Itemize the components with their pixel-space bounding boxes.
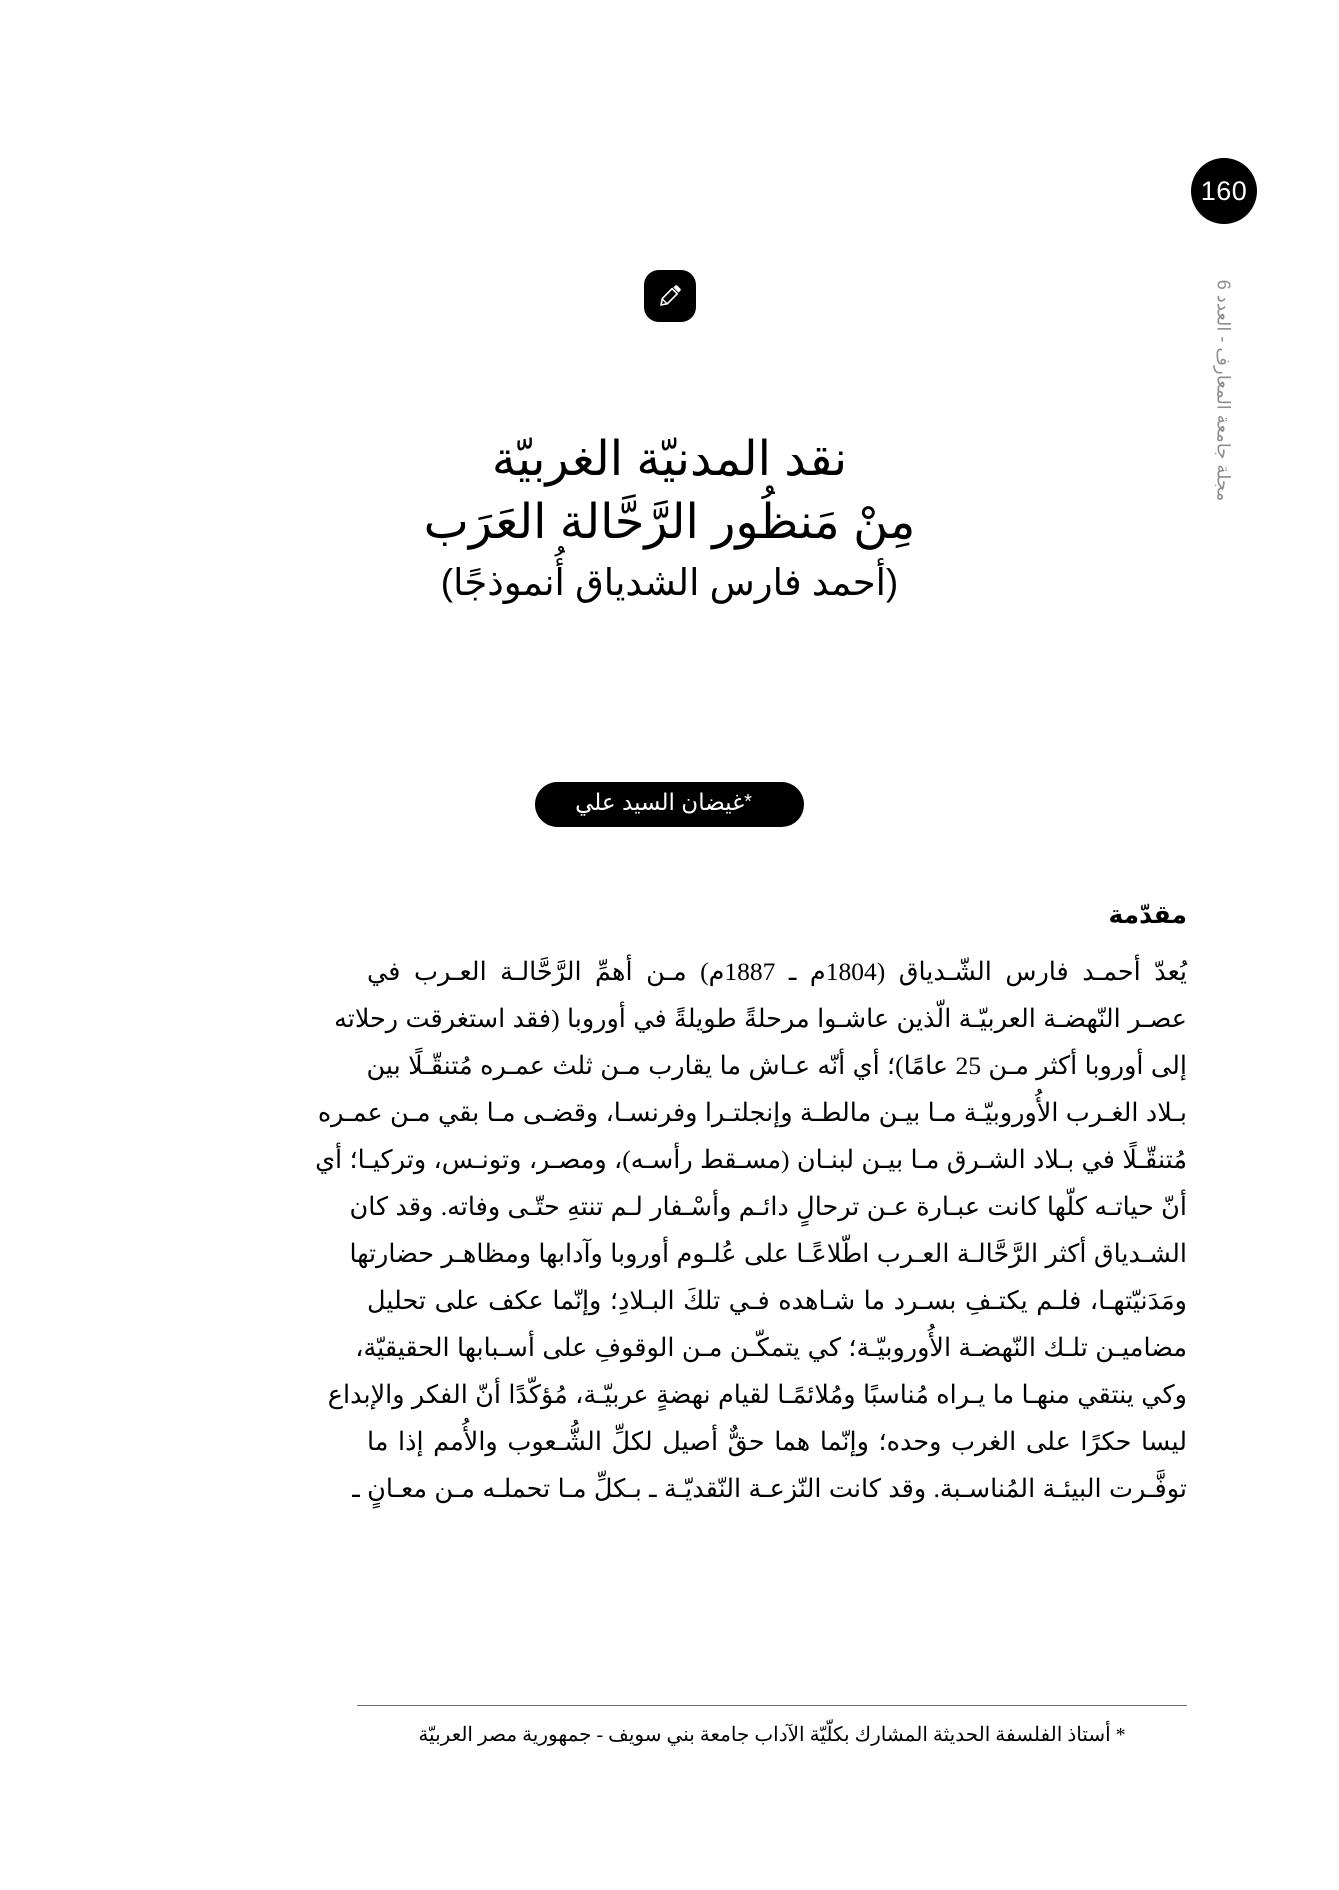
- intro-paragraph: [315, 948, 1188, 1512]
- paragraph-line: إلى أوروبا أكثر مـن 25 عامًا)؛ أي أنّه عـاش ما يقارب مـن ثلث عمـره مُتنقّـلًا بين: [366, 1051, 1187, 1080]
- title-subtitle: (أحمد فارس الشدياق أُنموذجًا): [440, 561, 899, 603]
- paragraph-line: توفَّـرت البيئـة المُناسـبة. وقد كانت النّزعـة النّقديّـة ـ بـكلِّ مـا تحملـه مـن معـانٍ ـ: [352, 1474, 1187, 1503]
- ornament-chip-bg: [644, 270, 696, 322]
- paragraph-line: بـلاد الغـرب الأُوروبيّـة مـا بيـن مالطـة وإنجلتـرا وفرنسـا، وقضـى مـا بقي مـن عمـره: [317, 1098, 1187, 1127]
- title-line-2: مِنْ مَنظُور الرَّحَّالة العَرَب: [423, 496, 916, 550]
- paragraph-line: ومَدَنيّتهـا، فلـم يكتـفِ بسـرد ما شـاهده فـي تلكَ البـلادِ؛ وإنّما عكف على تحليل: [367, 1286, 1187, 1315]
- paragraph-line: مُتنقّـلًا في بـلاد الشـرق مـا بيـن لبنـان (مسـقط رأسـه)، ومصـر، وتونـس، وتركيـا؛ أي: [315, 1145, 1187, 1174]
- footnote-body: أستاذ الفلسفة الحديثة المشارك بكلّيّة الآداب جامعة بني سويف - جمهورية مصر العربيّة: [418, 1724, 1111, 1746]
- paragraph-line: وكي ينتقي منهـا ما يـراه مُناسبًا ومُلائمًـا لقيام نهضةٍ عربيّـة، مُؤكّدًا أنّ الفكر والإبداع: [327, 1380, 1187, 1409]
- page-number-badge: 160: [1191, 158, 1257, 224]
- title-line-1: نقد المدنيّة الغربيّة: [491, 433, 848, 486]
- footnote-rule: [357, 1705, 1187, 1706]
- pencil-icon: [657, 283, 683, 309]
- article-title: [0, 428, 1339, 609]
- article-body: [315, 900, 1188, 1512]
- author-pill: [535, 782, 804, 827]
- section-heading: مقدّمة: [1108, 901, 1187, 929]
- side-running-head-label: مجلة جامعة المعارف - العدد 6: [1213, 279, 1234, 502]
- paragraph-line: الشـدياق أكثر الرَّحَّالـة العـرب اطّلاعًـا على عُلـوم أوروبا وآدابها ومظاهـر حضارتها: [349, 1239, 1187, 1268]
- author-footnote-marker: *: [744, 791, 752, 813]
- footnote-area: [357, 1705, 1187, 1750]
- paragraph-line: أنّ حياتـه كلّها كانت عبـارة عـن ترحالٍ دائـم وأسْـفار لـم تنتهِ حتّـى وفاته. وقد كان: [349, 1192, 1187, 1221]
- paragraph-line: يُعدّ أحمـد فارس الشّـدياق (1804م ـ 1887م) مـن أهمِّ الرَّحَّالـة العـرب في: [367, 957, 1188, 986]
- author-byline: [0, 782, 1339, 827]
- paragraph-line: مضاميـن تلـك النّهضـة الأُوروبيّـة؛ كي يتمكّـن مـن الوقوفِ على أسـبابها الحقيقيّة،: [355, 1333, 1187, 1362]
- footnote-marker: *: [1115, 1724, 1126, 1746]
- paragraph-line: عصـر النّهضـة العربيّـة الّذين عاشـوا مرحلةً طويلةً في أوروبا (فقد استغرقت رحلاته: [334, 1004, 1187, 1033]
- footnote-text: [357, 1720, 1187, 1750]
- author-name: غيضان السيد علي: [575, 789, 745, 815]
- ornament-chip: [0, 270, 1339, 322]
- paragraph-line: ليسا حكرًا على الغرب وحده؛ وإنّما هما حقٌّ أصيل لكلِّ الشُّـعوب والأُمم إذا ما: [367, 1427, 1187, 1456]
